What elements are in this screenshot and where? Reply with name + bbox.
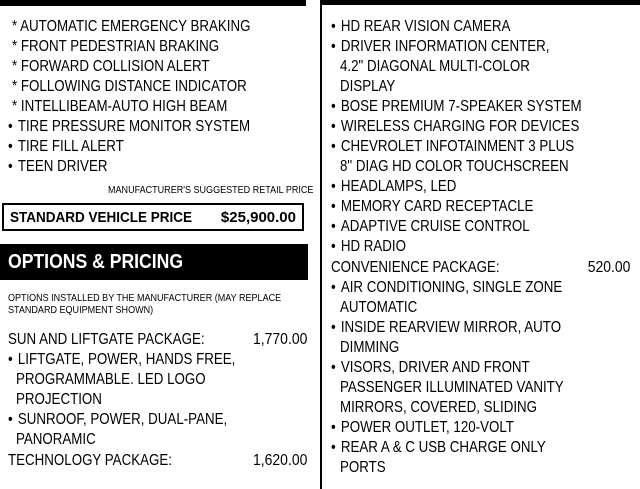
standard-price-box (2, 203, 304, 231)
list-item: • POWER OUTLET, 120-VOLT (331, 418, 514, 438)
standard-price-value: $25,900.00 (220, 209, 296, 226)
options-note: OPTIONS INSTALLED BY THE MANUFACTURER (MAY REPLACE (8, 292, 282, 304)
list-item: • TIRE PRESSURE MONITOR SYSTEM (8, 117, 250, 137)
sun-package-label: SUN AND LIFTGATE PACKAGE: (8, 331, 205, 348)
list-item: • VISORS, DRIVER AND FRONT (331, 358, 530, 378)
list-item: * FORWARD COLLISION ALERT (12, 58, 210, 75)
list-item: PROGRAMMABLE. LED LOGO (16, 371, 206, 388)
list-item: * FOLLOWING DISTANCE INDICATOR (12, 78, 247, 95)
list-item: AUTOMATIC (340, 299, 418, 316)
list-item: • DRIVER INFORMATION CENTER, (331, 37, 549, 57)
list-item: • ADAPTIVE CRUISE CONTROL (331, 217, 530, 237)
list-item: • INSIDE REARVIEW MIRROR, AUTO (331, 318, 561, 338)
standard-price-label: STANDARD VEHICLE PRICE (10, 209, 193, 226)
convenience-package-label: CONVENIENCE PACKAGE: (331, 259, 500, 276)
list-item: PROJECTION (16, 391, 102, 408)
list-item: PANORAMIC (16, 431, 96, 448)
list-item: • WIRELESS CHARGING FOR DEVICES (331, 117, 579, 137)
list-item: • HEADLAMPS, LED (331, 177, 456, 197)
list-item: PORTS (340, 459, 386, 476)
options-header (0, 244, 308, 280)
list-item: • CHEVROLET INFOTAINMENT 3 PLUS (331, 137, 574, 157)
list-item: • TIRE FILL ALERT (8, 137, 124, 157)
list-item: 4.2" DIAGONAL MULTI-COLOR (340, 58, 530, 75)
options-note: STANDARD EQUIPMENT SHOWN) (8, 304, 154, 316)
list-item: • REAR A & C USB CHARGE ONLY (331, 438, 546, 458)
list-item: • TEEN DRIVER (8, 157, 107, 177)
list-item: MIRRORS, COVERED, SLIDING (340, 399, 538, 416)
list-item: DISPLAY (340, 78, 396, 95)
left-column (0, 0, 314, 489)
list-item: • SUNROOF, POWER, DUAL-PANE, (8, 410, 227, 430)
tech-package-label: TECHNOLOGY PACKAGE: (8, 452, 172, 469)
tech-package-price: 1,620.00 (252, 452, 307, 469)
sun-package-price: 1,770.00 (252, 331, 307, 348)
list-item: DIMMING (340, 339, 400, 356)
right-column (320, 0, 640, 489)
list-item: • HD REAR VISION CAMERA (331, 17, 510, 37)
convenience-package-price: 520.00 (587, 259, 630, 276)
list-item: • MEMORY CARD RECEPTACLE (331, 197, 533, 217)
list-item: * FRONT PEDESTRIAN BRAKING (12, 38, 220, 55)
list-item: • LIFTGATE, POWER, HANDS FREE, (8, 350, 235, 370)
list-item: • AIR CONDITIONING, SINGLE ZONE (331, 278, 562, 298)
list-item: PASSENGER ILLUMINATED VANITY (340, 379, 564, 396)
list-item: * INTELLIBEAM-AUTO HIGH BEAM (12, 98, 228, 115)
list-item: • BOSE PREMIUM 7-SPEAKER SYSTEM (331, 97, 582, 117)
msrp-caption: MANUFACTURER'S SUGGESTED RETAIL PRICE (108, 184, 314, 196)
list-item: 8" DIAG HD COLOR TOUCHSCREEN (340, 158, 569, 175)
list-item: * AUTOMATIC EMERGENCY BRAKING (12, 18, 251, 35)
options-title: OPTIONS & PRICING (8, 251, 184, 273)
list-item: • HD RADIO (331, 237, 406, 257)
